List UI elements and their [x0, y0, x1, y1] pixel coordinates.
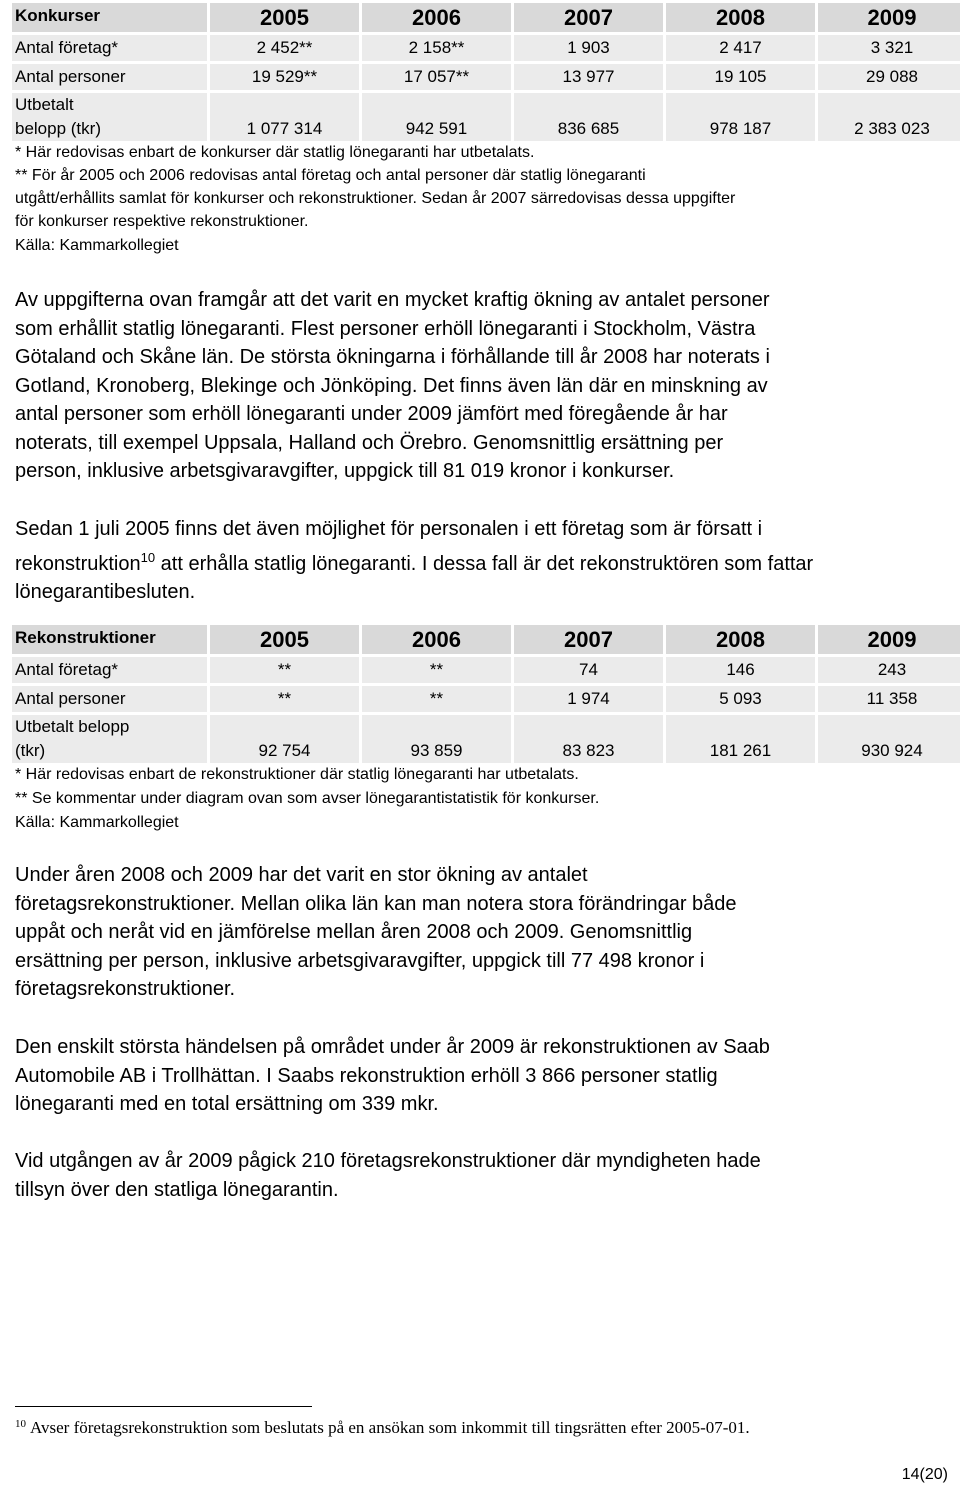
table-cell: 19 529** [210, 64, 359, 90]
paragraph-line: ersättning per person, inklusive arbetsgivaravgifter, uppgick till 77 498 kronor i [15, 949, 705, 972]
paragraph [15, 286, 955, 486]
table-row [12, 715, 960, 763]
paragraph [15, 1033, 955, 1119]
paragraph [15, 861, 955, 1004]
paragraph-line: antal personer som erhöll lönegaranti under 2009 jämfört med föregående år har [15, 403, 728, 425]
footnote-separator [15, 1406, 312, 1407]
table-cell: 1 077 314 [210, 93, 359, 141]
table-cell: 11 358 [818, 686, 960, 712]
source-note: Källa: Kammarkollegiet [15, 237, 179, 254]
paragraph-line: lönegarantibesluten. [15, 581, 196, 603]
paragraph-line: Vid utgången av år 2009 pågick 210 företagsrekonstruktioner där myndigheten hade [15, 1150, 761, 1172]
paragraph-line: Den enskilt största händelsen på området under år 2009 är rekonstruktionen av Saab [15, 1036, 770, 1058]
table-cell: 92 754 [210, 715, 359, 763]
year-header: 2007 [514, 3, 663, 32]
paragraph-line: noterats, till exempel Uppsala, Halland och Örebro. Genomsnittlig ersättning per [15, 431, 724, 454]
paragraph-line: företagsrekonstruktioner. [15, 978, 236, 1000]
table-cell: 978 187 [666, 93, 815, 141]
row-label-line: belopp (tkr) [15, 119, 101, 138]
table-cell: 93 859 [362, 715, 511, 763]
row-label-line: Utbetalt belopp [15, 717, 130, 736]
paragraph-line: Götaland och Skåne län. De största ökningarna i förhållande till år 2008 har noterats i [15, 346, 770, 368]
row-label-line: (tkr) [15, 741, 46, 760]
text-span: att erhålla statlig lönegaranti. I dessa fall är det rekonstruktören som fattar [155, 552, 814, 575]
year-header: 2006 [362, 3, 511, 32]
table-cell: 74 [514, 657, 663, 683]
table-note: ** Se kommentar under diagram ovan som avser lönegarantistatistik för konkurser. [15, 790, 600, 807]
table-cell: 1 974 [514, 686, 663, 712]
paragraph-line: Gotland, Kronoberg, Blekinge och Jönköping. Det finns även län där en minskning av [15, 374, 768, 397]
paragraph [15, 515, 955, 607]
paragraph-line: som erhållit statlig lönegaranti. Flest personer erhöll lönegaranti i Stockholm, Västra [15, 317, 756, 340]
row-label [12, 93, 207, 141]
paragraph-line: Under åren 2008 och 2009 har det varit en stor ökning av antalet [15, 864, 588, 886]
table-note: för konkurser respektive rekonstruktioner. [15, 213, 309, 230]
paragraph-line: Automobile AB i Trollhättan. I Saabs rekonstruktion erhöll 3 866 personer statlig [15, 1064, 718, 1087]
table-note: ** För år 2005 och 2006 redovisas antal företag och antal personer där statlig lönegaranti [15, 167, 646, 184]
table-cell: 2 383 023 [818, 93, 960, 141]
table-cell: ** [362, 686, 511, 712]
row-label-line: Utbetalt [15, 95, 74, 114]
paragraph-line: företagsrekonstruktioner. Mellan olika län kan man notera stora förändringar både [15, 892, 737, 915]
table-cell: 243 [818, 657, 960, 683]
table-cell: 13 977 [514, 64, 663, 90]
text-span: rekonstruktion [15, 552, 141, 575]
paragraph-line: Sedan 1 juli 2005 finns det även möjlighet för personalen i ett företag som är försatt i [15, 518, 763, 540]
paragraph [15, 1147, 955, 1204]
row-label: Antal personer [12, 686, 207, 712]
table-cell: ** [210, 657, 359, 683]
table-cell: 181 261 [666, 715, 815, 763]
footnote-text: Avser företagsrekonstruktion som beslutats på en ansökan som inkommit till tingsrätten efter 2005-07-01. [30, 1418, 750, 1437]
year-header: 2005 [210, 625, 359, 654]
table-cell: 2 452** [210, 35, 359, 61]
row-label: Antal personer [12, 64, 207, 90]
source-note: Källa: Kammarkollegiet [15, 814, 179, 831]
table-cell: 146 [666, 657, 815, 683]
rekon-title: Rekonstruktioner [12, 625, 207, 654]
row-label: Antal företag* [12, 657, 207, 683]
rekon-header-row [12, 625, 960, 654]
row-label: Antal företag* [12, 35, 207, 61]
year-header: 2005 [210, 3, 359, 32]
table-cell: 29 088 [818, 64, 960, 90]
table-row [12, 686, 960, 712]
konkurser-title: Konkurser [12, 3, 207, 32]
row-label [12, 715, 207, 763]
table-cell: 17 057** [362, 64, 511, 90]
table-row [12, 657, 960, 683]
year-header: 2008 [666, 625, 815, 654]
table-row [12, 64, 960, 90]
table-note: utgått/erhållits samlat för konkurser och rekonstruktioner. Sedan år 2007 särredovisas dessa uppgifter [15, 190, 736, 207]
table-cell: 83 823 [514, 715, 663, 763]
table-row [12, 93, 960, 141]
page-number: 14(20) [901, 1466, 948, 1483]
paragraph-line: person, inklusive arbetsgivaravgifter, uppgick till 81 019 kronor i konkurser. [15, 460, 675, 482]
footnote-reference: 10 [140, 549, 156, 565]
year-header: 2007 [514, 625, 663, 654]
year-header: 2009 [818, 625, 960, 654]
table-note: * Här redovisas enbart de konkurser där statlig lönegaranti har utbetalats. [15, 144, 535, 161]
footnote-number: 10 [15, 1418, 26, 1430]
table-cell: ** [362, 657, 511, 683]
table-note: * Här redovisas enbart de rekonstruktioner där statlig lönegaranti har utbetalats. [15, 766, 579, 783]
table-cell: 2 417 [666, 35, 815, 61]
year-header: 2008 [666, 3, 815, 32]
paragraph-line: Av uppgifterna ovan framgår att det varit en mycket kraftig ökning av antalet personer [15, 289, 770, 311]
paragraph-line: uppåt och neråt vid en jämförelse mellan åren 2008 och 2009. Genomsnittlig [15, 921, 693, 943]
table-row [12, 35, 960, 61]
footnote [15, 1418, 750, 1438]
table-cell: 836 685 [514, 93, 663, 141]
paragraph-line: tillsyn över den statliga lönegarantin. [15, 1178, 339, 1201]
table-cell: 3 321 [818, 35, 960, 61]
table-cell: 2 158** [362, 35, 511, 61]
table-cell: 942 591 [362, 93, 511, 141]
table-cell: 930 924 [818, 715, 960, 763]
table-cell: 19 105 [666, 64, 815, 90]
paragraph-line [15, 544, 955, 579]
year-header: 2006 [362, 625, 511, 654]
table-cell: ** [210, 686, 359, 712]
konkurser-header-row [12, 3, 960, 32]
table-cell: 1 903 [514, 35, 663, 61]
paragraph-line: lönegaranti med en total ersättning om 339 mkr. [15, 1093, 439, 1115]
year-header: 2009 [818, 3, 960, 32]
table-cell: 5 093 [666, 686, 815, 712]
